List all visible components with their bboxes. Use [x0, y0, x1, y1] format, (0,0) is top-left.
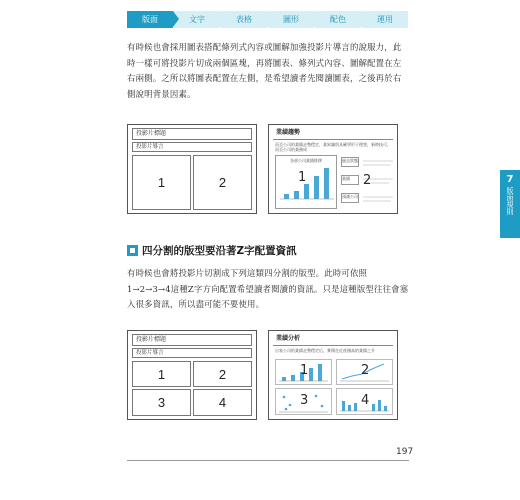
- slide-example-chart: [268, 124, 398, 214]
- slide-title: 業績分析: [273, 334, 393, 346]
- region-1: 1: [298, 170, 307, 185]
- region-1: 1: [132, 155, 191, 210]
- tab-layout[interactable]: 版面: [127, 11, 173, 28]
- slide-example-analysis: [268, 330, 398, 420]
- slide-lead: 投影片導言: [132, 142, 252, 152]
- region-4: 4: [193, 389, 252, 416]
- section-title: 四分割的版型要沿著Z字配置資訊: [142, 245, 297, 257]
- region-3: 3: [300, 393, 309, 408]
- region-1: 1: [300, 363, 309, 378]
- chapter-number: 7: [506, 174, 514, 185]
- region-2: 2: [193, 361, 252, 387]
- chart-panel: [275, 155, 337, 209]
- side-label-3: 預測公司: [341, 193, 359, 203]
- slide-example-four-division: [127, 330, 257, 420]
- region-1: 1: [132, 361, 191, 387]
- tab-table[interactable]: 表格: [221, 11, 267, 28]
- region-3: 3: [132, 389, 191, 416]
- slide-lead: 投影片導言: [132, 348, 252, 358]
- body-paragraph-2: 有時候也會將投影片切割成下列這類四分割的版型。此時可依照1→2→3→4這種Z字方向配置希望讀者閱讀的資訊。只是這種版型往往會塞入很多資訊，所以盡可能不要使用。: [127, 268, 409, 310]
- footer-divider: [127, 460, 409, 461]
- region-2: 2: [363, 173, 372, 188]
- region-2: 2: [361, 363, 370, 378]
- quadrant-4: [336, 388, 393, 415]
- body-paragraph-1: 有時候也會採用圖表搭配條列式內容或圖解加強投影片導言的說服力，此時一樣可將投影片切成兩個區塊，再將圖表、條列式內容、圖解配置在左右兩側。之所以將圖表配置在左側，是希望讀者先閱讀圖表，之後再於右側說明背景因素。: [127, 42, 402, 99]
- section-heading: [127, 244, 297, 257]
- quadrant-2: [336, 359, 393, 385]
- slide-title: 業績趨勢: [273, 128, 393, 140]
- slide-lead: 自家公司的業績走勢穩定后，實積在近夜國高的業績之升: [275, 348, 375, 353]
- slide-title: 投影片標題: [132, 128, 252, 140]
- quadrant-3: [275, 388, 332, 415]
- top-nav: [127, 11, 409, 28]
- region-2: 2: [193, 155, 252, 210]
- slide-title: 投影片標題: [132, 334, 252, 346]
- side-label-1: 過去狀態: [341, 157, 359, 167]
- tab-text[interactable]: 文字: [174, 11, 220, 28]
- side-label-2: 業績: [341, 175, 359, 185]
- tab-usage[interactable]: 運用: [362, 11, 408, 28]
- slide-example-two-column: [127, 124, 257, 214]
- chart-title: 各部公司業績推移: [290, 158, 322, 163]
- tab-graphics[interactable]: 圖形: [268, 11, 314, 28]
- chapter-label: 版面規則: [506, 187, 514, 215]
- quadrant-1: [275, 359, 332, 385]
- page-number: 197: [396, 447, 414, 457]
- slide-lead: 而至公司的業績走勢穩定，業界識別具確學形于理想，新時技可，而至公司的業務成: [275, 142, 391, 152]
- region-4: 4: [361, 393, 370, 408]
- section-marker-icon: [127, 245, 138, 256]
- tab-color[interactable]: 配色: [315, 11, 361, 28]
- chapter-side-tab[interactable]: [500, 170, 520, 238]
